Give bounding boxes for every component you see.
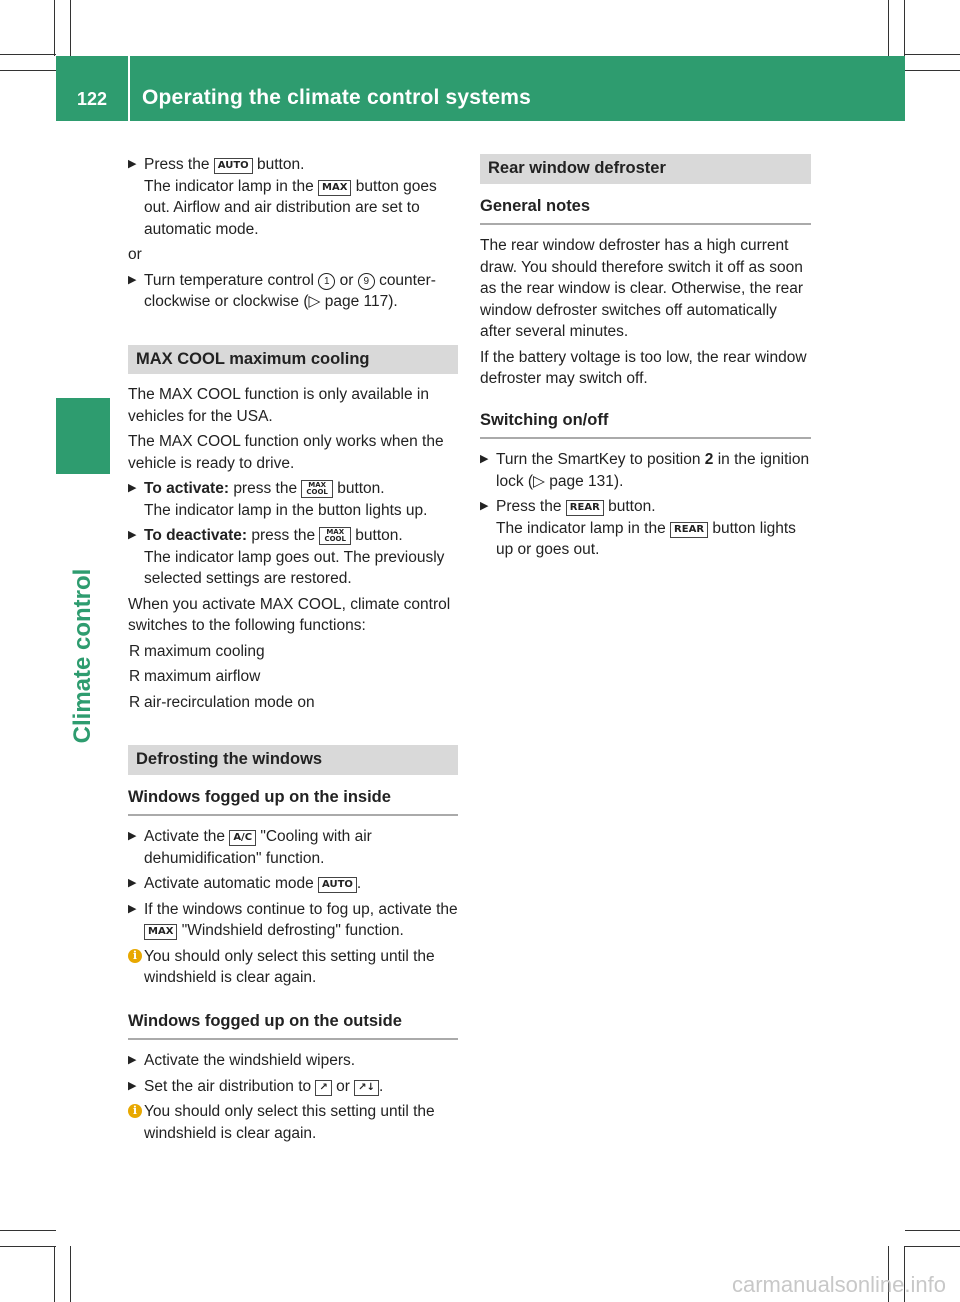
step-activate-auto: ▶ Activate automatic mode AUTO .: [128, 873, 458, 895]
rear-defrost-icon: REAR: [566, 500, 604, 516]
air-distribution-windshield-icon: ↗: [315, 1080, 331, 1096]
list-item: R maximum airflow: [128, 666, 458, 688]
max-cool-button-icon: MAX COOL: [319, 527, 351, 545]
windshield-defrost-icon: MAX: [318, 180, 351, 196]
bullet-icon: R: [129, 668, 141, 685]
air-distribution-windshield-footwell-icon: ↗↓: [354, 1080, 379, 1096]
header-divider: [128, 56, 130, 121]
rear-defrost-icon: REAR: [670, 522, 708, 538]
crop-mark: [905, 54, 960, 55]
control-1-icon: 1: [318, 273, 335, 290]
page-header: [56, 56, 905, 121]
crop-mark: [70, 1246, 71, 1302]
control-9-icon: 9: [358, 273, 375, 290]
step-arrow-icon: ▶: [128, 1054, 137, 1066]
subheading-outside: Windows fogged up on the outside: [128, 1011, 458, 1041]
bullet-icon: R: [129, 642, 141, 660]
step-arrow-icon: ▶: [128, 273, 137, 286]
crop-mark: [0, 1246, 56, 1247]
crop-mark: [70, 0, 71, 56]
step-arrow-icon: ▶: [128, 830, 137, 842]
step-air-distribution: ▶ Set the air distribution to ↗ or ↗↓ .: [128, 1076, 458, 1098]
windshield-defrost-icon: MAX: [144, 924, 177, 940]
step-wipers: ▶ Activate the windshield wipers.: [128, 1050, 458, 1072]
crop-mark: [0, 1230, 56, 1231]
info-note: i You should only select this setting until the windshield is clear again.: [128, 1101, 458, 1144]
page-number: 122: [76, 89, 108, 109]
page-title: Operating the climate control systems: [142, 86, 532, 109]
auto-button-icon: AUTO: [214, 158, 253, 174]
auto-button-icon: AUTO: [318, 877, 357, 893]
subheading-inside: Windows fogged up on the inside: [128, 787, 458, 817]
left-column: [128, 154, 458, 1148]
subheading-general-notes: General notes: [480, 196, 811, 226]
crop-mark: [905, 70, 960, 71]
paragraph: When you activate MAX COOL, climate control switches to the following functions:: [128, 595, 451, 634]
crop-mark: [54, 1246, 55, 1302]
paragraph: If the battery voltage is too low, the rear window defroster may switch off.: [480, 348, 807, 387]
crop-mark: [54, 0, 55, 56]
step-press-rear: ▶ Press the REAR button. The indicator lamp in the REAR button lights up or goes out.: [480, 498, 796, 558]
step-arrow-icon: ▶: [128, 529, 137, 541]
step-arrow-icon: ▶: [128, 1079, 137, 1092]
step-arrow-icon: ▶: [480, 500, 489, 512]
section-heading-rear-defroster: Rear window defroster: [480, 154, 811, 184]
paragraph: The MAX COOL function is only available in vehicles for the USA.: [128, 386, 429, 425]
right-column: [480, 154, 811, 565]
step-arrow-icon: ▶: [128, 482, 137, 494]
step-press-auto: ▶ Press the AUTO button. The indicator lamp in the MAX button goes out. Airflow and air distribution are set to automatic mode.: [128, 156, 437, 238]
section-heading-maxcool: MAX COOL maximum cooling: [128, 345, 458, 375]
step-activate: ▶ To activate: press the MAX COOL button. The indicator lamp in the button lights up.: [128, 480, 428, 519]
side-section-label: Climate control: [69, 568, 96, 744]
info-icon: i: [128, 1104, 142, 1118]
step-turn-temp: ▶ Turn temperature control 1 or 9 counter-clockwise or clockwise (▷ page 117).: [128, 271, 436, 310]
step-windshield-defrost: ▶ If the windows continue to fog up, activate the MAX "Windshield defrosting" function.: [128, 900, 458, 939]
section-heading-defrost: Defrosting the windows: [128, 745, 458, 775]
ac-button-icon: A/C: [229, 830, 256, 846]
paragraph: The MAX COOL function only works when the vehicle is ready to drive.: [128, 433, 444, 472]
crop-mark: [0, 70, 56, 71]
crop-mark: [0, 54, 56, 55]
side-tab-marker: [56, 398, 110, 474]
info-icon: i: [128, 949, 142, 963]
step-deactivate: ▶ To deactivate: press the MAX COOL button. The indicator lamp goes out. The previously selected settings are restored.: [128, 527, 445, 587]
step-arrow-icon: ▶: [128, 158, 137, 170]
step-smartkey: ▶ Turn the SmartKey to position 2 in the ignition lock (▷ page 131).: [480, 451, 810, 490]
or-text: or: [128, 246, 142, 263]
watermark: carmanualsonline.info: [731, 1272, 946, 1297]
info-note: i You should only select this setting until the windshield is clear again.: [128, 946, 458, 989]
step-arrow-icon: ▶: [128, 902, 137, 915]
list-item: R air-recirculation mode on: [128, 692, 458, 714]
crop-mark: [904, 0, 905, 56]
subheading-switching: Switching on/off: [480, 410, 811, 440]
crop-mark: [888, 0, 889, 56]
step-activate-ac: ▶ Activate the A/C "Cooling with air dehumidification" function.: [128, 828, 372, 867]
step-arrow-icon: ▶: [480, 453, 489, 465]
paragraph: The rear window defroster has a high current draw. You should therefore switch it off as soon as the rear window is clear. Otherwise, the rear window defroster switches off automatically after several minutes.: [480, 237, 804, 340]
step-arrow-icon: ▶: [128, 877, 137, 889]
list-item: R maximum cooling: [128, 641, 458, 663]
crop-mark: [905, 1230, 960, 1231]
bullet-icon: R: [129, 693, 141, 711]
max-cool-button-icon: MAX COOL: [301, 480, 333, 498]
crop-mark: [905, 1246, 960, 1247]
